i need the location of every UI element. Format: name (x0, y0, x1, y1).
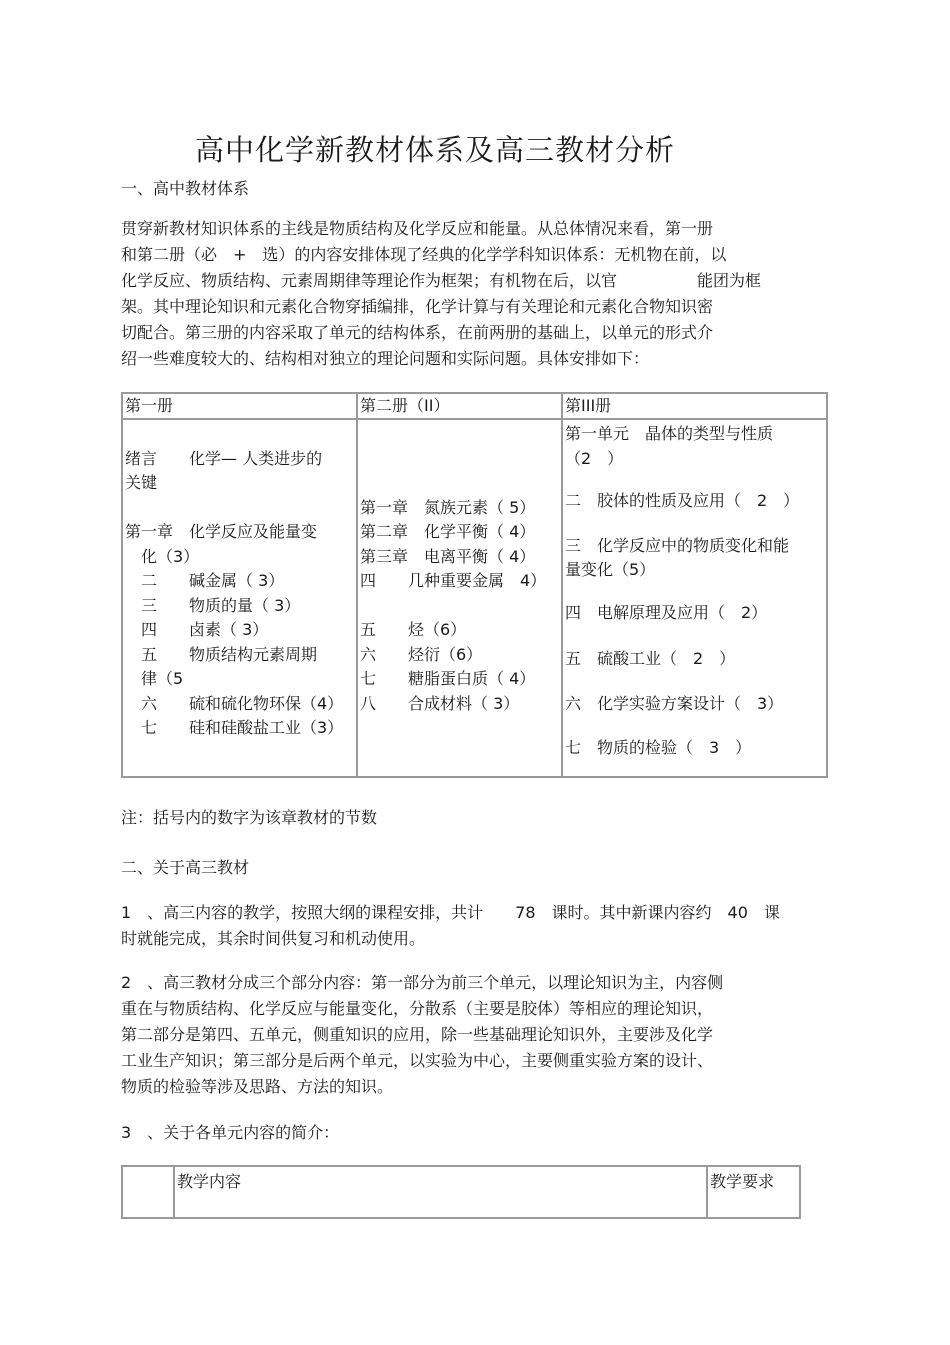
book3-line (565, 672, 824, 692)
book3-line: 量变化（5） (565, 560, 656, 579)
book3-line: 五 硫酸工业（ 2 ） (565, 649, 736, 668)
book3-line (565, 583, 824, 601)
unit-summary-index-cell (122, 1166, 174, 1218)
intro-line: 切配合。第三册的内容采取了单元的结构体系，在前两册的基础上，以单元的形式介 (121, 323, 714, 342)
book3-line (565, 514, 824, 534)
intro-paragraph (121, 216, 833, 372)
book2-line: 五 烃（6） (360, 620, 467, 639)
book1-line: 五 物质结构元素周期 (125, 644, 318, 664)
item-3-heading: 3 、关于各单元内容的简介： (121, 1123, 340, 1142)
table-row (122, 1166, 800, 1218)
book3-line: 第一单元 晶体的类型与性质 (565, 424, 774, 443)
item-2-paragraph (121, 970, 833, 1100)
intro-line: 贯穿新教材知识体系的主线是物质结构及化学反应和能量。从总体情况来看，第一册 (121, 219, 714, 238)
book1-line: 第一章 化学反应及能量变 (125, 522, 318, 541)
intro-line: 绍一些难度较大的、结构相对独立的理论问题和实际问题。具体安排如下： (121, 349, 650, 368)
item-2-line: 第二部分是第四、五单元，侧重知识的应用，除一些基础理论知识外，主要涉及化学 (121, 1025, 714, 1044)
book2-line (360, 447, 559, 472)
book3-line: （2 ） (565, 448, 624, 468)
book3-line: 六 化学实验方案设计（ 3） (565, 693, 784, 713)
item-1-line: 时就能完成，其余时间供复习和机动使用。 (121, 929, 426, 948)
table-header-cell: 第二册（II） (357, 393, 562, 419)
book2-line (360, 471, 559, 496)
table-header-cell: 第一册 (122, 393, 357, 419)
unit-summary-content-header: 教学内容 (174, 1166, 707, 1218)
book3-line: 二 胶体的性质及应用（ 2 ） (565, 491, 800, 510)
book1-line: 四 卤素（ 3） (125, 620, 269, 639)
item-2-line: 物质的检验等涉及思路、方法的知识。 (121, 1077, 394, 1096)
section-heading-2: 二、关于高三教材 (121, 858, 250, 877)
book3-contents (562, 419, 827, 777)
book3-line: 四 电解原理及应用（ 2） (565, 602, 768, 622)
book2-line (360, 594, 559, 619)
table-row (122, 419, 827, 777)
table-note: 注：括号内的数字为该章教材的节数 (121, 808, 378, 827)
book1-contents (122, 419, 357, 777)
book2-line: 六 烃衍（6） (360, 644, 483, 664)
book2-line: 八 合成材料（ 3） (360, 693, 520, 713)
item-2-line: 重在与物质结构、化学反应与能量变化，分散系（主要是胶体）等相应的理论知识， (121, 999, 714, 1018)
intro-line: 和第二册（必 + 选）的内容安排体现了经典的化学学科知识体系：无机物在前，以 (121, 245, 727, 264)
book1-line: 化（3） (125, 546, 200, 566)
textbook-structure-table (121, 392, 828, 778)
page-title: 高中化学新教材体系及高三教材分析 (195, 133, 676, 167)
book1-line: 二 碱金属（ 3） (125, 571, 285, 590)
table-header-row (122, 393, 827, 419)
book3-line (565, 716, 824, 736)
book3-line: 三 化学反应中的物质变化和能 (565, 535, 790, 555)
book2-line: 七 糖脂蛋白质（ 4） (360, 669, 536, 688)
book2-line (360, 422, 559, 447)
item-2-line: 工业生产知识；第三部分是后两个单元，以实验为中心，主要侧重实验方案的设计、 (121, 1051, 714, 1070)
item-1-paragraph (121, 900, 833, 952)
book1-line: 关键 (125, 473, 158, 492)
table-header-cell: 第III册 (562, 393, 827, 419)
book2-line: 第二章 化学平衡（ 4） (360, 522, 536, 541)
book3-line (565, 471, 824, 489)
book1-line: 绪言 化学— 人类进步的 (125, 448, 323, 468)
item-1-line: 1 、高三内容的教学，按照大纲的课程安排，共计 78 课时。其中新课内容约 40 课 (121, 903, 780, 922)
book1-line: 六 硫和硫化物环保（4） (125, 693, 344, 713)
intro-line: 架。其中理论知识和元素化合物穿插编排，化学计算与有关理论和元素化合物知识密 (121, 297, 714, 316)
book2-line: 第一章 氮族元素（ 5） (360, 497, 536, 517)
book1-line: 三 物质的量（ 3） (125, 595, 301, 615)
book1-line: 律（5 (125, 669, 184, 688)
book1-line: 七 硅和硅酸盐工业（3） (125, 718, 344, 737)
unit-summary-requirement-header: 教学要求 (707, 1166, 800, 1218)
book2-contents (357, 419, 562, 777)
section-heading-1: 一、高中教材体系 (121, 179, 250, 198)
item-2-line: 2 、高三教材分成三个部分内容：第一部分为前三个单元，以理论知识为主，内容侧 (121, 973, 724, 992)
unit-summary-table (121, 1165, 801, 1219)
book3-line (565, 625, 824, 647)
book1-line (125, 422, 354, 447)
book2-line: 四 几种重要金属 4） (360, 571, 547, 590)
book2-line: 第三章 电离平衡（ 4） (360, 546, 536, 566)
book3-line: 七 物质的检验（ 3 ） (565, 738, 752, 757)
book1-line (125, 496, 354, 521)
intro-line: 化学反应、物质结构、元素周期律等理论作为框架；有机物在后，以官 能团为框 (121, 271, 762, 290)
